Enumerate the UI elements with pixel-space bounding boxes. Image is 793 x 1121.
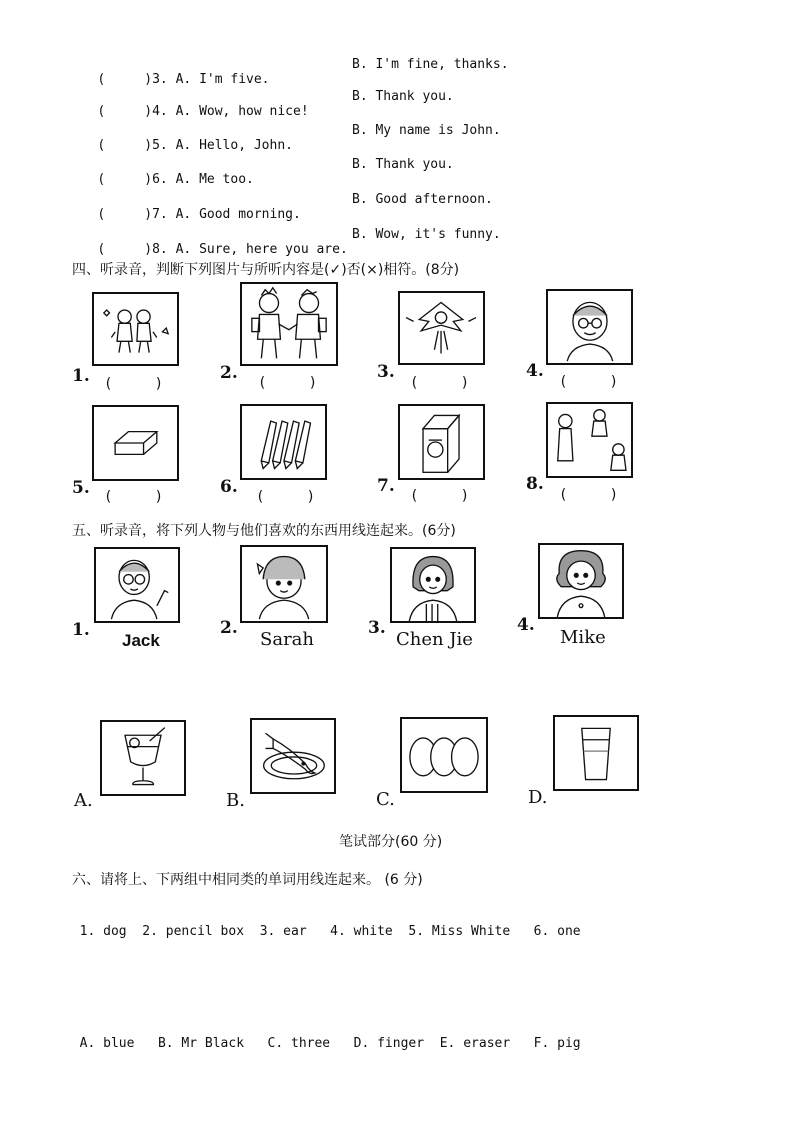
eggs-icon [400,717,488,793]
item-number: 6. [152,172,168,187]
answer-paren[interactable]: ( ) [104,376,164,392]
item-number: 4. [526,361,544,381]
person-name: Mike [560,627,606,648]
word-item[interactable]: 6. one [533,924,581,939]
boys-shaking-hands-icon [240,282,338,366]
option-a: A. I'm five. [175,72,270,87]
word-item[interactable]: C. three [267,1036,331,1051]
fish-plate-icon [250,718,336,794]
item-number: 2. [220,363,238,383]
answer-paren[interactable]: ( ) [410,375,470,391]
kids-walking-icon [92,292,179,366]
word-item[interactable]: F. pig [533,1036,581,1051]
woman-face-icon [538,543,624,619]
item-number: 6. [220,477,238,497]
answer-paren[interactable]: ( ) [256,489,316,505]
word-item[interactable]: 5. Miss White [408,924,511,939]
item-number: 2. [220,618,238,638]
option-a: A. Wow, how nice! [175,104,309,119]
word-row-top [64,909,581,939]
milk-carton-icon [398,404,485,480]
option-b: B. Good afternoon. [352,192,493,207]
option-b: B. I'm fine, thanks. [352,57,509,72]
kite-icon [398,291,485,365]
option-b: B. My name is John. [352,123,501,138]
item-number: 4. [152,104,168,119]
answer-paren[interactable]: ( ) [97,207,153,222]
item-number: 3. [368,618,386,638]
option-a: A. Sure, here you are. [175,242,348,257]
option-letter: C. [376,789,395,810]
pens-icon [240,404,327,480]
item-number: 8. [526,474,544,494]
section4-title: 四、听录音，判断下列图片与所听内容是(✓)否(×)相符。(8分) [72,262,460,278]
option-letter: D. [528,787,548,808]
answer-paren[interactable]: ( ) [97,72,153,87]
item-number: 7. [377,476,395,496]
word-item[interactable]: 4. white [330,924,393,939]
item-number: 1. [72,620,90,640]
option-letter: B. [226,790,245,811]
option-letter: A. [74,790,93,811]
answer-paren[interactable]: ( ) [97,104,153,119]
word-item[interactable]: E. eraser [439,1036,511,1051]
section5-title: 五、听录音，将下列人物与他们喜欢的东西用线连起来。(6分) [72,523,456,539]
word-item[interactable]: D. finger [353,1036,425,1051]
item-number: 5. [72,478,90,498]
word-item[interactable]: 3. ear [259,924,307,939]
answer-paren[interactable]: ( ) [410,488,470,504]
grandpa-face-icon [546,289,633,365]
item-number: 3. [377,362,395,382]
answer-paren[interactable]: ( ) [559,487,619,503]
answer-paren[interactable]: ( ) [104,489,164,505]
girl-face-icon [390,547,476,623]
option-b: B. Wow, it's funny. [352,227,501,242]
answer-paren[interactable]: ( ) [97,138,153,153]
item-number: 1. [72,366,90,386]
juice-glass-icon [100,720,186,796]
person-name: Sarah [260,629,314,650]
item-number: 7. [152,207,168,222]
word-item[interactable]: 2. pencil box [142,924,245,939]
word-item[interactable]: A. blue [79,1036,135,1051]
girl-bow-icon [240,545,328,623]
boy-glasses-icon [94,547,180,623]
item-number: 4. [517,615,535,635]
eraser-icon [92,405,179,481]
item-number: 8. [152,242,168,257]
option-a: A. Me too. [175,172,254,187]
person-name: Jack [122,631,160,650]
word-item[interactable]: 1. dog [79,924,127,939]
section6-title: 六、请将上、下两组中相同类的单词用线连起来。 (6 分) [72,872,423,888]
option-a: A. Good morning. [175,207,301,222]
water-glass-icon [553,715,639,791]
option-b: B. Thank you. [352,89,454,104]
person-name: Chen Jie [396,629,473,650]
word-row-bottom [64,1021,581,1051]
item-number: 5. [152,138,168,153]
answer-paren[interactable]: ( ) [559,374,619,390]
word-item[interactable]: B. Mr Black [157,1036,245,1051]
answer-paren[interactable]: ( ) [258,375,318,391]
item-number: 3. [152,72,168,87]
option-b: B. Thank you. [352,157,454,172]
written-part-header: 笔试部分(60 分) [339,834,443,850]
answer-paren[interactable]: ( ) [97,242,153,257]
family-icon [546,402,633,478]
answer-paren[interactable]: ( ) [97,172,153,187]
option-a: A. Hello, John. [175,138,293,153]
